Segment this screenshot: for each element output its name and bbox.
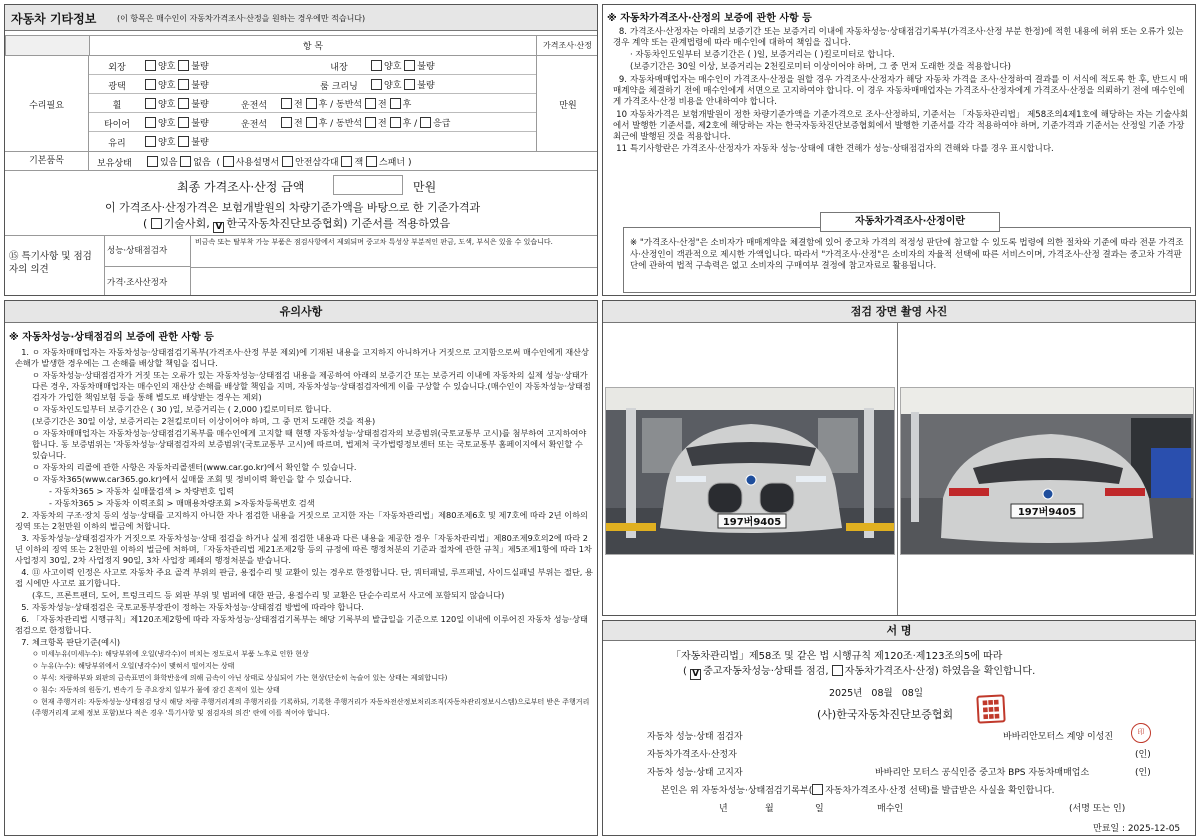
tire-driver-front-label: 전 [294,119,303,129]
none-label: 없음 [193,158,211,168]
item-11: 11 특기사항란은 가격조사·산정자가 자동차 성능·상태에 대한 견해가 성능·상태점검자의 견해와 다를 경우 표시합니다. [616,144,1054,154]
tire-bad-label: 불량 [191,119,209,129]
final-price-input[interactable] [333,175,403,195]
buyer-label: 매수인 [877,804,904,814]
price-guarantee-title: ※ 자동차가격조사·산정의 보증에 관한 사항 등 [607,13,812,24]
note-7e: ㅇ 현재 주행거리: 자동차성능·상태점검 당시 해당 차량 주행거리계의 주행거리를 기록하되, 기록한 주행거리가 자동차전산정보처리조직(자동차관리정보시스템)으로부터 받은 주행거리(주행거리계 교체 정보 포함)보다 적은 경우 '특기사항 및 점검자의 의견' 란에 이를 적어야 합니다. [32,698,590,717]
org-seal-icon: ■■■ ■■■ ■■■ [976,694,1005,723]
tire-bad-checkbox[interactable] [178,117,189,128]
note-1b: ㅇ 자동차성능·상태점검자가 거짓 또는 오류가 있는 자동차성능·상태점검 내용을 제공하여 아래의 보증기간 또는 보증거리 이내에 자동차의 실제 성능·상태가 다른 경우, 자동차매매업자는 매수인의 재산상 손해를 배상할 책임을 지며, 자동차성능·상태점검자에게 이를 구상할 수 있습니다.(매수인이 자동차성능·상태점검자가 가입한 책임보험 등을 통해 별도로 배상받는 경우는 제외) [32,370,591,402]
spanner-checkbox[interactable] [366,156,377,167]
wheel-driver-rear-checkbox[interactable] [306,98,317,109]
note-1i: - 자동차365 > 자동차 이력조회 > 매매용차량조회 >자동차등록번호 검색 [49,498,315,508]
front-car-image [606,388,895,555]
wheel-pass-front-label: 전 [378,100,387,110]
price-unit: 만원 [536,56,598,152]
sign-opt1-checkbox[interactable]: V [690,669,701,680]
wheel-driver-rear-label: 후 [318,100,328,110]
wheel-good-label: 양호 [158,100,176,110]
wheel-bad-checkbox[interactable] [178,98,189,109]
has-checkbox[interactable] [147,156,158,167]
note-5-text: 자동차성능·상태점검은 국토교통부장관이 정하는 자동차성능·상태점검 방법에 따라야 합니다. [32,602,364,612]
note-4: 4. ⑪ 사고이력 인정은 사고로 자동차 주요 골격 부위의 판금, 용접수리 및 교환이 있는 경우로 한정합니다. 단, 쿼터패널, 루프패널, 사이드실패널 부위는 절단, 용접 시에만 사고로 표기합니다. [15,567,593,588]
tire-driver-front-checkbox[interactable] [281,117,292,128]
receipt-line [661,783,1055,796]
price-appraiser-seal: (인) [1135,750,1151,760]
tire-driver-rear-checkbox[interactable] [306,117,317,128]
room-bad-label: 불량 [417,81,435,91]
row-tire: 타이어 양호 불량 운전석 전 후 / 동반석 전 후 / 응급 [89,113,536,132]
room-bad-checkbox[interactable] [404,79,415,90]
tire-pass-rear-checkbox[interactable] [390,117,401,128]
front-plate-text: 197버9405 [722,517,782,528]
wheel-driver-label: 운전석 [241,101,268,111]
gloss-good-checkbox[interactable] [145,79,156,90]
row-exterior [89,56,536,75]
wheel-pass-rear-label: 후 [402,100,412,110]
basis-opt2-checkbox[interactable]: V [213,222,224,233]
wheel-driver-front-checkbox[interactable] [281,98,292,109]
repair-grid [5,55,598,151]
gloss-good-label: 양호 [158,81,176,91]
exterior-bad-label: 불량 [191,62,209,72]
note-2: 2. 자동차의 구조·장치 등의 성능·상태를 고지하지 아니한 자나 점검한 내용을 거짓으로 고지한 자는「자동차관리법」제80조제6호 및 제7호에 따라 2년 이하의 징역 또는 2천만원 이하의 벌금에 처합니다. [15,510,588,531]
glass-label: 유리 [108,139,126,149]
item-11-text: 특기사항란은 가격조사·산정자가 자동차 성능·상태에 대한 견해가 성능·상태점검자의 견해와 다를 경우 표시합니다. [630,144,1054,154]
section-header [5,5,597,31]
note-1c: ㅇ 자동차인도일부터 보증기간은 ( 30 )일, 보증거리는 ( 2,000 )킬로미터로 합니다. [32,404,332,414]
sign-opt1-label: 중고자동차성능·상태를 점검, [703,666,829,677]
blank-cell [6,36,90,56]
basis-line2: ( 기술사회, V 한국자동차진단보증협회) 기준서를 적용하였음 [143,217,451,232]
perf-inspector-label: 성능·상태점검자 [105,236,191,267]
note-5: 5. 자동차성능·상태점검은 국토교통부장관이 정하는 자동차성능·상태점검 방법에 따라야 합니다. [21,602,364,612]
item-10-text: 자동차가격은 보험개발원이 정한 차량기준가액을 기준가격으로 조사·산정하되, 기준서는 「자동차관리법」 제58조의4제1호에 해당하는 자는 기술사회에서 발행한 기준서를, 제2호에 해당하는 자는 한국자동차진단보증협회에서 발행한 기준서를 각각 적용하여야 하며, 기준가격과 기준서는 산정일 기준 가장 최근에 발행된 것을 적용합니다. [613,110,1189,142]
buyer-sign: (서명 또는 인) [1069,804,1126,814]
tire-emergency-label: 응급 [433,119,451,129]
photo-divider [897,323,898,616]
note-1h: - 자동차365 > 자동차 실매물검색 > 차량번호 입력 [49,486,234,496]
tire-label: 타이어 [103,120,131,130]
item-10: 10 자동차가격은 보험개발원이 정한 차량기준가액을 기준가격으로 조사·산정하되, 기준서는 「자동차관리법」 제58조의4제1호에 해당하는 자는 기술사회에서 발행한 기준서를, 제2호에 해당하는 자는 한국자동차진단보증협회에서 발행한 기준서를 각각 적용하여야 하며, 기준가격과 기준서는 산정일 기준 가장 최근에 발행된 것을 적용합니다. [613,110,1189,142]
basis-line1: 이 가격조사·산정가격은 보험개발원의 차량기준가액을 바탕으로 한 기준가격과 [105,201,481,214]
tire-pass-rear-label: 후 [402,119,412,129]
sign-org: (사)한국자동차진단보증협회 [817,708,954,721]
sign-tail: ) 하였음을 확인합니다. [934,666,1036,677]
tire-pass-front-label: 전 [378,119,387,129]
gloss-label: 광택 [108,82,126,92]
divider [191,267,598,268]
triangle-label: 안전삼각대 [295,158,339,168]
interior-good-checkbox[interactable] [371,60,382,71]
receipt-checkbox[interactable] [812,784,823,795]
glass-good-label: 양호 [158,138,176,148]
photos-section [602,300,1196,616]
tire-driver-label: 운전석 [241,120,268,130]
room-cleaning-label: 룸 크리닝 [320,82,358,92]
glass-bad-label: 불량 [191,138,209,148]
notifier-name: 바바리안 모터스 공식인증 중고차 BPS 자동차매매업소 [875,768,1090,778]
notifier-seal: (인) [1135,768,1151,778]
tire-driver-rear-label: 후 [318,119,328,129]
basis-opt1-checkbox[interactable] [151,218,162,229]
wheel-label: 휠 [112,101,122,111]
repair-table [5,35,598,56]
front-photo [605,387,895,555]
expiry-date: 만료일 : 2025-12-05 [1093,824,1181,834]
gloss-bad-checkbox[interactable] [178,79,189,90]
exterior-bad-checkbox[interactable] [178,60,189,71]
receipt-option-text: 자동차가격조사·산정 선택)를 발급받은 사실을 확인합니다. [825,786,1055,796]
signature-header: 서 명 [603,621,1195,641]
note-1d: (보증기간은 30일 이상, 보증거리는 2천킬로미터 이상이어야 하며, 그 중 먼저 도래한 것을 적용) [32,416,376,426]
note-4-text: ⑪ 사고이력 인정은 사고로 자동차 주요 골격 부위의 판금, 용접수리 및 교환이 있는 경우로 한정합니다. 단, 쿼터패널, 루프패널, 사이드실패널 부위는 절단, 용접 시에만 사고로 표기합니다. [15,567,593,588]
note-6: 6. 「자동차관리법 시행규칙」제120조제2항에 따라 자동차성능·상태점검기록부는 해당 기록부의 발급일을 기준으로 120일 이내에 이루어진 자동차 성능·상태점검으로 한정합니다. [15,614,588,635]
glass-bad-checkbox[interactable] [178,136,189,147]
note-2-text: 자동차의 구조·장치 등의 성능·상태를 고지하지 아니한 자나 점검한 내용을 거짓으로 고지한 자는「자동차관리법」제80조제6호 및 제7호에 따라 2년 이하의 징역 또는 2천만원 이하의 벌금에 처합니다. [15,510,588,531]
price-guarantee-section [602,4,1196,296]
item-8-period: · 자동차인도일부터 보증기간은 ( )일, 보증거리는 ( )킬로미터로 합니다. [630,50,895,60]
note-4b: (후드, 프론트펜더, 도어, 트렁크리드 등 외판 부위 및 범퍼에 대한 판금, 용접수리 및 교환은 단순수리로서 사고에 포함되지 않습니다) [32,590,505,600]
note-7a: ㅇ 미세누유(미세누수): 해당부위에 오일(냉각수)이 비치는 정도로서 부품 노후로 인한 현상 [32,650,309,658]
basic-items-row: 기본품목 보유상태 있음 없음 ( 사용설명서 안전삼각대 잭 스패너 ) [5,151,598,171]
note-7-text: 체크항목 판단기준(예시) [32,637,121,647]
interior-bad-label: 불량 [417,62,435,72]
tire-pass-front-checkbox[interactable] [365,117,376,128]
wheel-good-checkbox[interactable] [145,98,156,109]
jack-checkbox[interactable] [341,156,352,167]
basis-opt2-label: 한국자동차진단보증협회 [226,217,344,230]
manual-checkbox[interactable] [223,156,234,167]
basic-items-label: 기본품목 [5,152,89,171]
basis-tail: ) 기준서를 적용하였음 [343,217,451,230]
final-price-label: 최종 가격조사·산정 금액 [177,180,305,194]
item-8-text: 가격조사·산정자는 아래의 보증기간 또는 보증거리 이내에 자동차성능·상태점검기록부(가격조사·산정 부분 한정)에 적힌 내용에 허위 또는 오류가 있는 경우 계약 또는 관계법령에 따라 매수인에 대하여 책임을 집니다. [613,27,1184,48]
receipt-year: 년 [719,804,728,814]
sign-day: 08일 [901,688,924,699]
repair-label: 수리필요 [5,56,89,152]
tire-good-checkbox[interactable] [145,117,156,128]
wheel-passenger-label: 동반석 [336,100,363,110]
note-7b: ㅇ 누유(누수): 해당부위에서 오일(냉각수)이 맺혀서 떨어지는 상태 [32,662,235,670]
note-1a: 1. ㅇ 자동차매매업자는 자동차성능·상태점검기록부(가격조사·산정 부분 제외)에 기재된 내용을 고지하지 아니하거나 거짓으로 고지함으로써 매수인에게 재산상 손해가 발생한 경우에는 그 손해를 배상할 책임을 집니다. [15,347,589,368]
receipt-day: 일 [815,804,824,814]
col-price-header: 가격조사·산정 [537,36,599,56]
none-checkbox[interactable] [180,156,191,167]
note-7d: ㅇ 침수: 자동차의 원동기, 변속기 등 주요장치 일부가 물에 잠긴 흔적이 있는 상태 [32,686,280,694]
tire-emergency-checkbox[interactable] [420,117,431,128]
item-8-note: (보증기간은 30일 이상, 보증거리는 2천킬로미터 이상이어야 하며, 그 중 먼저 도래한 것을 적용합니다) [630,62,1011,72]
special-label: ⑮ 특기사항 및 점검자의 의견 [5,236,105,296]
price-inspector-label: 가격·조사산정자 [105,267,191,296]
note-1g: ㅇ 자동차365(www.car365.go.kr)에서 실매물 조회 및 정비이력 확인을 할 수 있습니다. [32,474,352,484]
sign-options: ( V 중고자동차성능·상태를 점검, 자동차가격조사·산정) 하였음을 확인합니다. [683,666,1036,679]
perf-inspector-note: 비금속 또는 탈부착 가능 부품은 점검사항에서 제외되며 중고차 특성상 부분적인 판금, 도색, 부식은 있을 수 있습니다. [195,238,553,246]
inspector-role: 자동차 성능·상태 점검자 [647,732,743,742]
item-9-text: 자동차매매업자는 매수인이 가격조사·산정을 원할 경우 가격조사·산정자가 해당 자동차 가격을 조사·산정하여 결과를 이 서식에 적도록 한 후, 반드시 매매계약을 체결하기 전에 매수인에게 서면으로 고지하여야 합니다. 이 경우 자동차매매업자는 가격조사·산정자에게 가격조사·산정을 의뢰하기 전에 매수인에게 가격조사·산정 비용을 안내하여야 합니다. [613,75,1188,107]
photos-header: 점검 장면 촬영 사진 [603,301,1195,323]
possession-label: 보유상태 [97,159,132,169]
wheel-pass-rear-checkbox[interactable] [390,98,401,109]
special-notes [5,235,598,296]
row-gloss [89,75,536,94]
row-wheel: 휠 양호 불량 운전석 전 후 / 동반석 전 후 [89,94,536,113]
vehicle-other-info-section [4,4,598,296]
note-1e: ㅇ 자동차매매업자는 자동차성능·상태점검기록부를 매수인에게 고지할 때 현행 자동차성능·상태점검자의 보증범위(국토교통부 고시)를 첨부하여 고지하여야 합니다. 동 보증범위는 '자동차성능·상태점검자의 보증범위'(국토교통부 고시)에 따르며, 법제처 국가법령정보센터 또는 국토교통부 홈페이지에서 확인할 수 있습니다. [32,428,587,460]
price-definition-text: ※ "가격조사·산정"은 소비자가 매매계약을 체결함에 있어 중고차 가격의 적정성 판단에 참고할 수 있도록 법령에 의한 절차와 기준에 따라 전문 가격조사·산정인이 객관적으로 제시한 가액입니다. 따라서 "가격조사·산정"은 소비자의 자율적 선택에 따른 서비스이며, 가격조사·산정 결과는 중고차 가격판단에 관하여 법적 구속력은 없고 소비자의 구매여부 결정에 참고자료로 활용됩니다. [630,238,1184,271]
price-definition-box [623,216,1191,293]
note-3-text: 자동차성능·상태점검자가 거짓으로 자동차성능·상태 점검을 하거나 실제 점검한 내용과 다른 내용을 제공한 경우「자동차관리법」제80조제9호의2에 따라 2년 이하의 징역 또는 2천만원 이하의 벌금에 처하며,「자동차관리법 제21조제2항 등의 규정에 따른 행정처분의 기준과 절차에 관한 규칙」제5조제1항에 따라 1차 사업정지 30일, 2차 사업정지 90일, 3차 사업장 폐쇄의 행정처분을 받습니다. [15,533,592,565]
receipt-month: 월 [765,804,774,814]
sign-opt2-label: 자동차가격조사·산정 [844,666,935,677]
final-price-row [5,173,598,197]
interior-good-label: 양호 [384,62,402,72]
wheel-pass-front-checkbox[interactable] [365,98,376,109]
final-price-unit: 만원 [413,180,437,194]
tire-good-label: 양호 [158,119,176,129]
manual-label: 사용설명서 [235,158,280,168]
room-good-checkbox[interactable] [371,79,382,90]
sign-opt2-checkbox[interactable] [832,665,843,676]
notes-header: 유의사항 [5,301,597,323]
note-7: 7. 체크항목 판단기준(예시) [21,637,121,647]
signature-section [602,620,1196,836]
has-label: 있음 [160,158,178,168]
section-subtitle: (이 항목은 매수인이 자동차가격조사·산정을 원하는 경우에만 적습니다) [117,14,366,23]
wheel-driver-front-label: 전 [294,100,303,110]
room-good-label: 양호 [384,81,402,91]
price-definition-title: 자동차가격조사·산정이란 [820,212,1000,232]
exterior-good-checkbox[interactable] [145,60,156,71]
notifier-role: 자동차 성능·상태 고지자 [647,768,743,778]
basis-opt1-label: 기술사회, [163,217,210,230]
item-9: 9. 자동차매매업자는 매수인이 가격조사·산정을 원할 경우 가격조사·산정자가 해당 자동차 가격을 조사·산정하여 결과를 이 서식에 적도록 한 후, 반드시 매매계약을 체결하기 전에 매수인에게 서면으로 고지하여야 합니다. 이 경우 자동차매매업자는 가격조사·산정자에게 가격조사·산정을 의뢰하기 전에 매수인에게 가격조사·산정 비용을 안내하여야 합니다. [613,75,1188,107]
rear-photo [900,387,1194,555]
price-appraiser-role: 자동차가격조사·산정자 [647,750,737,760]
triangle-checkbox[interactable] [282,156,293,167]
col-item-header: 항 목 [90,36,537,56]
notes-title: ※ 자동차성능·상태점검의 보증에 관한 사항 등 [9,332,214,343]
inspector-seal-icon: 印 [1131,723,1151,743]
sign-month: 08월 [871,688,893,699]
gloss-bad-label: 불량 [191,81,209,91]
wheel-bad-label: 불량 [191,100,209,110]
jack-label: 잭 [354,158,364,168]
sign-date [829,685,923,699]
glass-good-checkbox[interactable] [145,136,156,147]
sign-year: 2025년 [829,688,863,699]
exterior-label: 외장 [108,63,126,73]
rear-car-image [901,388,1194,555]
receipt-text: 본인은 위 자동차성능·상태점검기록부( [661,786,813,796]
note-3: 3. 자동차성능·상태점검자가 거짓으로 자동차성능·상태 점검을 하거나 실제 점검한 내용과 다른 내용을 제공한 경우「자동차관리법」제80조제9호의2에 따라 2년 이하의 징역 또는 2천만원 이하의 벌금에 처하며,「자동차관리법 제21조제2항 등의 규정에 따른 행정처분의 기준과 절차에 관한 규칙」제5조제1항에 따라 1차 사업정지 30일, 2차 사업정지 90일, 3차 사업장 폐쇄의 행정처분을 받습니다. [15,533,592,565]
sign-law-text: 「자동차관리법」제58조 및 같은 법 시행규칙 제120조·제123조의5에 따라 [671,651,1003,662]
row-glass [89,132,536,152]
interior-label: 내장 [330,63,348,73]
tire-passenger-label: 동반석 [336,119,363,129]
notes-section [4,300,598,836]
inspector-name: 바바리안모터스 계양 이성진 [1003,732,1114,742]
note-1a-text: ㅇ 자동차매매업자는 자동차성능·상태점검기록부(가격조사·산정 부분 제외)에 기재된 내용을 고지하지 아니하거나 거짓으로 고지함으로써 매수인에게 재산상 손해가 발생한 경우에는 그 손해를 배상할 책임을 집니다. [15,347,589,368]
spanner-label: 스패너 [379,158,406,168]
section-title: 자동차 기타정보 [11,12,97,26]
rear-plate-text: 197버9405 [1017,507,1077,518]
exterior-good-label: 양호 [158,62,176,72]
item-8: 8. 가격조사·산정자는 아래의 보증기간 또는 보증거리 이내에 자동차성능·상태점검기록부(가격조사·산정 부분 한정)에 적힌 내용에 허위 또는 오류가 있는 경우 계약 또는 관계법령에 따라 매수인에 대하여 책임을 집니다. [613,27,1184,48]
note-1f: ㅇ 자동차의 리콜에 관한 사항은 자동차리콜센터(www.car.go.kr)에서 확인할 수 있습니다. [32,462,357,472]
note-7c: ㅇ 부식: 차량하부와 외판의 금속표면이 화학반응에 의해 금속이 아닌 상태로 상실되어 가는 현상(단순히 녹슬어 있는 상태는 제외합니다) [32,674,448,682]
interior-bad-checkbox[interactable] [404,60,415,71]
note-6-text: 「자동차관리법 시행규칙」제120조제2항에 따라 자동차성능·상태점검기록부는 해당 기록부의 발급일을 기준으로 120일 이내에 이루어진 자동차 성능·상태점검으로 한정합니다. [15,614,588,635]
